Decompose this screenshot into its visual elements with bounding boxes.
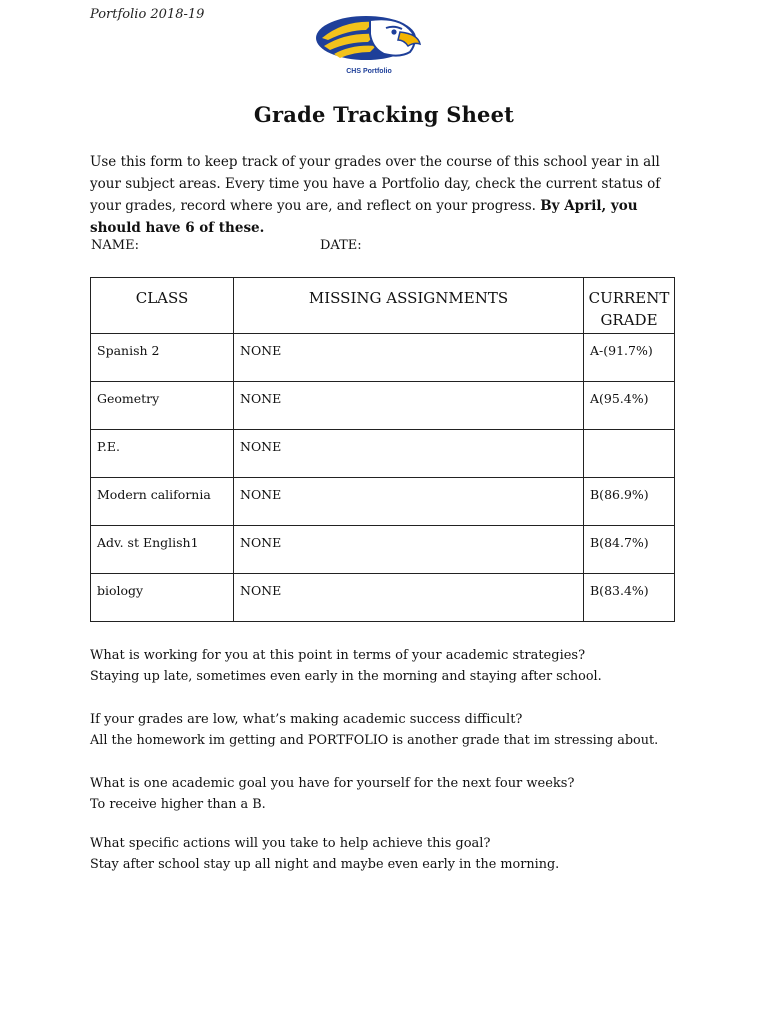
answer-text: Stay after school stay up all night and maybe even early in the morning. <box>90 857 560 872</box>
class-cell: Geometry <box>91 382 234 430</box>
date-label: DATE: <box>320 238 362 253</box>
intro-bold-text: By April, you should have 6 of these. <box>90 198 638 236</box>
answer-text: To receive higher than a B. <box>90 797 266 812</box>
class-cell: Adv. st English1 <box>91 526 234 574</box>
question-block <box>90 709 710 751</box>
table-row <box>91 382 675 430</box>
table-row <box>91 574 675 622</box>
intro-text: Use this form to keep track of your grades over the course of this school year in all your subject areas. Every time you have a Portfolio day, check the current status of your grades, record where you are, and reflect on your progress. <box>90 154 661 214</box>
question-text: What specific actions will you take to help achieve this goal? <box>90 836 491 851</box>
table-row <box>91 334 675 382</box>
answer-text: Staying up late, sometimes even early in the morning and staying after school. <box>90 669 602 684</box>
question-block <box>90 833 710 875</box>
logo-caption: CHS Portfolio <box>346 68 392 75</box>
portfolio-year-label: Portfolio 2018-19 <box>90 7 205 22</box>
question-text: What is one academic goal you have for yourself for the next four weeks? <box>90 776 575 791</box>
missing-cell: NONE <box>234 478 584 526</box>
class-cell: P.E. <box>91 430 234 478</box>
header-current-grade: CURRENT GRADE <box>584 278 675 334</box>
missing-cell: NONE <box>234 574 584 622</box>
grade-cell: A(95.4%) <box>584 382 675 430</box>
header-missing-assignments: MISSING ASSIGNMENTS <box>234 278 584 334</box>
table-row <box>91 478 675 526</box>
missing-cell: NONE <box>234 382 584 430</box>
question-text: What is working for you at this point in terms of your academic strategies? <box>90 648 586 663</box>
grade-cell <box>584 430 675 478</box>
table-row <box>91 526 675 574</box>
class-cell: Modern california <box>91 478 234 526</box>
class-cell: biology <box>91 574 234 622</box>
class-cell: Spanish 2 <box>91 334 234 382</box>
grade-table <box>90 277 675 622</box>
grade-cell: B(86.9%) <box>584 478 675 526</box>
table-row <box>91 430 675 478</box>
missing-cell: NONE <box>234 430 584 478</box>
grade-cell: B(84.7%) <box>584 526 675 574</box>
question-text: If your grades are low, what’s making academic success difficult? <box>90 712 523 727</box>
missing-cell: NONE <box>234 526 584 574</box>
question-block <box>90 645 710 687</box>
header-class: CLASS <box>91 278 234 334</box>
question-block <box>90 773 710 815</box>
name-label: NAME: <box>91 238 139 253</box>
missing-cell: NONE <box>234 334 584 382</box>
grade-cell: B(83.4%) <box>584 574 675 622</box>
answer-text: All the homework im getting and PORTFOLIO is another grade that im stressing about. <box>90 733 659 748</box>
page-title: Grade Tracking Sheet <box>253 102 515 127</box>
table-header-row <box>91 278 675 334</box>
grade-cell: A-(91.7%) <box>584 334 675 382</box>
intro-paragraph <box>90 151 690 239</box>
